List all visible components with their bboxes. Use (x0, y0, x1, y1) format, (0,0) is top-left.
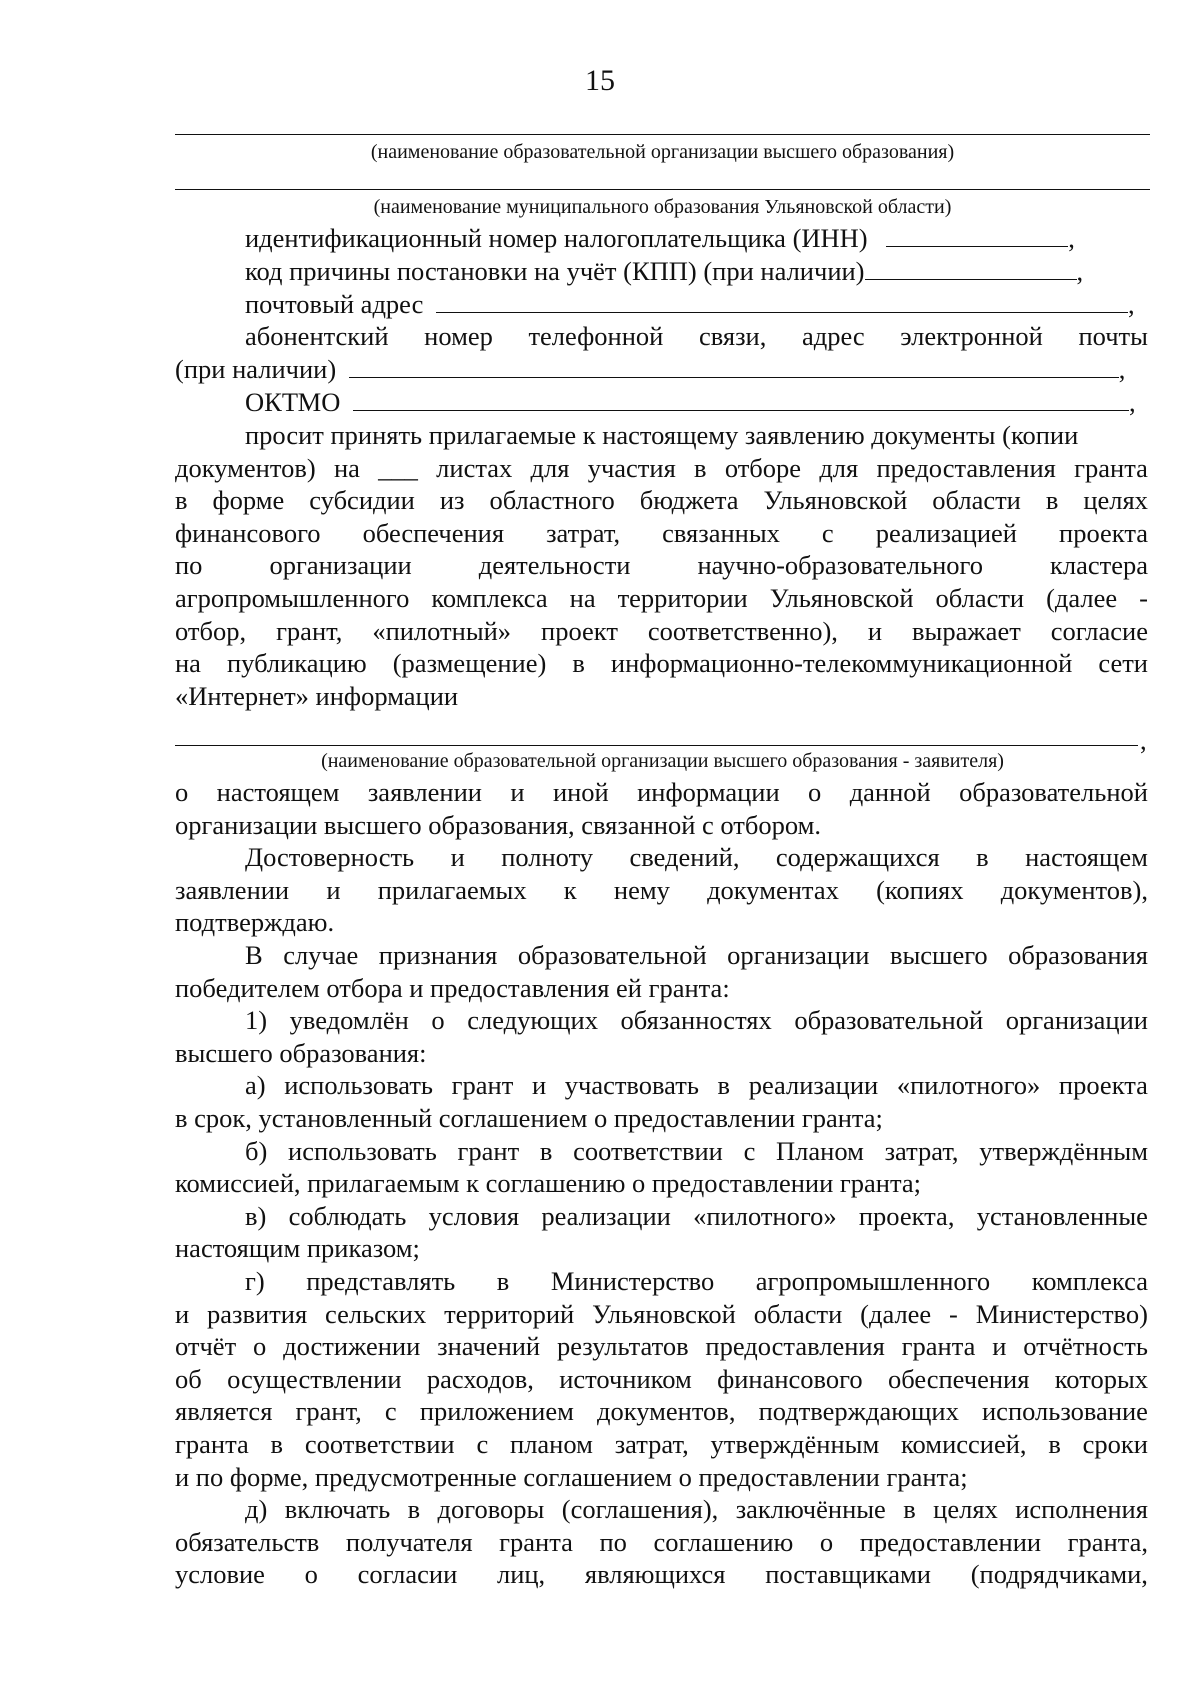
text-line (175, 549, 1148, 581)
text-line (175, 1330, 1148, 1362)
word: кластера (1050, 550, 1148, 581)
blank-line-org-name (175, 134, 1150, 135)
text-line (175, 582, 1148, 614)
word: почты (1078, 321, 1148, 351)
word: сведений, (629, 842, 740, 873)
word: представлять (306, 1266, 456, 1296)
word: утверждённым (979, 1135, 1148, 1166)
word: ___ (378, 452, 418, 483)
word: Планом (776, 1135, 864, 1166)
word: соответственно), (647, 615, 838, 646)
word: согласии (357, 1559, 458, 1590)
field-kpp-label: код причины постановки на учёт (КПП) (при наличии) (245, 256, 865, 286)
text-line (175, 452, 1148, 484)
word: грант, (295, 1396, 362, 1427)
word: на (175, 648, 201, 679)
word: территории (617, 583, 748, 613)
text-line (175, 484, 1148, 516)
word: осуществлении (227, 1363, 402, 1394)
word: и (175, 1298, 190, 1329)
word: которых (1054, 1363, 1148, 1394)
word: листах (436, 452, 513, 483)
word: (подрядчиками, (970, 1559, 1148, 1590)
word: к (563, 874, 577, 905)
field-address (245, 288, 1135, 320)
field-kpp (245, 255, 1083, 287)
field-phone-line (175, 320, 1148, 352)
field-oktmo (245, 386, 1136, 418)
word: участия (587, 452, 676, 483)
word: установленные (976, 1200, 1148, 1231)
word: подтверждающих (758, 1396, 959, 1427)
word: грант, (276, 615, 343, 646)
word: расходов, (426, 1363, 534, 1394)
word: выражает (912, 615, 1021, 646)
comma: , (1076, 256, 1084, 286)
word: договоры (437, 1494, 545, 1525)
word: телефонной (528, 321, 664, 351)
caption-org-name: (наименование образовательной организации высшего образования) (370, 141, 955, 163)
word: из (439, 485, 465, 516)
word: по (599, 1526, 627, 1557)
text-line (175, 1395, 1148, 1427)
text-line (175, 647, 1148, 679)
word: заключённые (735, 1494, 886, 1525)
word: о (808, 777, 822, 807)
word: в) (245, 1200, 267, 1231)
word: обеспечения (887, 1363, 1030, 1394)
word: и (992, 1331, 1007, 1362)
text-line (175, 1069, 1148, 1101)
text-line (175, 1428, 1148, 1460)
text-line (175, 841, 1148, 873)
word: отборе (724, 452, 802, 483)
word: абонентский (245, 321, 389, 351)
word: Достоверность (245, 842, 415, 873)
word: проекта (1058, 1070, 1148, 1101)
text-line (175, 874, 1148, 906)
word: о (819, 1526, 834, 1557)
text-line (175, 1004, 1148, 1036)
word: б) (245, 1135, 268, 1166)
word: области (935, 583, 1025, 613)
word: образовательной (517, 940, 707, 970)
word: предоставления (705, 1331, 885, 1362)
text-line (175, 776, 1148, 808)
text-line (175, 1558, 1148, 1590)
word: сети (1098, 648, 1148, 679)
word: с (821, 517, 834, 548)
word: приложением (419, 1396, 574, 1427)
word: в (976, 842, 989, 873)
word: условия (428, 1200, 520, 1231)
word: (размещение) (392, 648, 547, 679)
word: (далее (860, 1298, 932, 1329)
word: - (949, 1298, 958, 1329)
word: деятельности (478, 550, 631, 581)
text-line (175, 1135, 1148, 1167)
word: содержащихся (775, 842, 940, 873)
word: информации (637, 777, 780, 807)
word: о (431, 1005, 445, 1036)
word: организации (727, 940, 870, 970)
word: (соглашения), (561, 1494, 719, 1525)
word: бюджета (639, 485, 739, 516)
word: связи, (698, 321, 767, 351)
word: утверждённым (710, 1429, 880, 1459)
word: области (932, 485, 1021, 516)
field-oktmo-blank (353, 388, 1129, 411)
word: использовать (284, 1070, 434, 1101)
word: области (753, 1298, 843, 1329)
word: соблюдать (288, 1200, 407, 1231)
word: образовательной (794, 1005, 984, 1036)
word: согласие (1050, 615, 1148, 646)
word: - (1139, 583, 1148, 613)
blank-line-municipality (175, 189, 1150, 190)
word: сельских (325, 1298, 427, 1329)
word: прилагаемых (377, 874, 527, 905)
word: (далее (1046, 583, 1118, 613)
field-inn-label: идентификационный номер налогоплательщика (ИНН) (245, 223, 868, 253)
word: проекта (1059, 517, 1148, 548)
word: целях (933, 1494, 998, 1525)
word: сроки (1082, 1429, 1148, 1459)
word: о (253, 1331, 267, 1362)
word: д) (245, 1494, 268, 1525)
word: организации (269, 550, 412, 581)
word: образования (1008, 940, 1148, 970)
word: затрат, (884, 1135, 959, 1166)
comma: , (1140, 725, 1147, 755)
word: обязанностях (620, 1005, 772, 1036)
word: случае (283, 940, 359, 970)
word: планом (510, 1429, 593, 1459)
word: «пилотного» (693, 1200, 837, 1231)
word: в (539, 1135, 553, 1166)
word: отчёт (175, 1331, 237, 1362)
word: соответствии (304, 1429, 455, 1459)
text-line: подтверждаю. (175, 907, 335, 938)
text-line: высшего образования: (175, 1037, 427, 1068)
word: с (384, 1396, 397, 1427)
page-number: 15 (585, 64, 615, 97)
text-line: и по форме, предусмотренные соглашением о предоставлении гранта; (175, 1461, 968, 1492)
word: гранта (901, 1331, 976, 1362)
word: целях (1083, 485, 1148, 516)
word: в (270, 1429, 284, 1459)
word: источником (559, 1363, 692, 1394)
word: данной (849, 777, 931, 807)
word: информационно-телекоммуникационной (610, 648, 1073, 679)
comma: , (1127, 289, 1135, 319)
word: 1) (245, 1005, 268, 1036)
word: организации (1005, 1005, 1148, 1036)
text-line (175, 517, 1148, 549)
word: реализации (748, 1070, 879, 1101)
text-line (175, 615, 1148, 647)
word: развития (207, 1298, 308, 1329)
text-line: организации высшего образования, связанной с отбором. (175, 809, 822, 840)
word: высшего (889, 940, 988, 970)
word: для (819, 452, 859, 483)
word: Министерство) (975, 1298, 1148, 1329)
word: исполнения (1015, 1494, 1148, 1525)
word: и (531, 1070, 547, 1101)
word: на (333, 452, 360, 483)
word: публикацию (226, 648, 367, 679)
text-line (175, 1526, 1148, 1558)
field-inn (245, 222, 1075, 254)
word: отчётность (1023, 1331, 1148, 1362)
word: финансового (175, 517, 321, 548)
word: значений (437, 1331, 541, 1362)
word: реализацией (875, 517, 1017, 548)
word: по (175, 550, 203, 581)
word: финансового (717, 1363, 863, 1394)
comma: , (1118, 354, 1126, 384)
field-phone-blank (349, 355, 1119, 378)
word: г) (245, 1266, 265, 1296)
word: уведомлён (289, 1005, 409, 1036)
word: о (304, 1559, 318, 1590)
word: грант (457, 1135, 520, 1166)
text-line (175, 1200, 1148, 1232)
text-line: комиссией, прилагаемым к соглашению о предоставлении гранта; (175, 1168, 922, 1199)
word: Ульяновской (763, 485, 908, 516)
word: «пилотный» (372, 615, 512, 646)
word: в (903, 1494, 916, 1525)
word: условие (175, 1559, 265, 1590)
word: документов), (1000, 874, 1148, 905)
text-line (175, 1265, 1148, 1297)
word: агропромышленного (755, 1266, 991, 1296)
text-line: в срок, установленный соглашением о предоставлении гранта; (175, 1103, 883, 1133)
word: в (572, 648, 585, 679)
text-line: настоящим приказом; (175, 1233, 420, 1264)
word: областного (489, 485, 615, 516)
word: затрат, (546, 517, 621, 548)
field-address-label: почтовый адрес (245, 289, 424, 319)
word: признания (378, 940, 498, 970)
word: субсидии (309, 485, 415, 516)
word: В (245, 940, 263, 970)
word: в (175, 485, 188, 516)
word: агропромышленного (175, 583, 410, 613)
word: с (743, 1135, 756, 1166)
word: образовательной (959, 777, 1148, 807)
word: комплекса (431, 583, 548, 613)
text-line: просит принять прилагаемые к настоящему заявлению документы (копии (245, 420, 1079, 450)
field-phone-cont (175, 353, 1125, 385)
text-line (175, 1298, 1148, 1330)
field-kpp-blank (865, 257, 1077, 280)
word: получателя (345, 1526, 473, 1557)
text-line: «Интернет» информации (175, 680, 459, 711)
word: и (326, 874, 341, 905)
word: обеспечения (362, 517, 505, 548)
text-line (175, 939, 1148, 971)
text-line: победителем отбора и предоставления ей гранта: (175, 972, 730, 1003)
word: форме (212, 485, 285, 516)
field-inn-blank (886, 224, 1068, 247)
word: предоставлении (859, 1526, 1042, 1557)
word: о (175, 777, 189, 807)
word: грант (451, 1070, 514, 1101)
word: затрат, (614, 1429, 689, 1459)
word: использовать (288, 1135, 437, 1166)
word: следующих (467, 1005, 598, 1036)
word: результатов (556, 1331, 689, 1362)
word: соглашению (653, 1526, 794, 1557)
word: полноту (501, 842, 594, 873)
word: а) (245, 1070, 266, 1101)
word: и (867, 615, 883, 646)
text-line (175, 1363, 1148, 1395)
word: проекта, (858, 1200, 955, 1231)
word: отбор, (175, 615, 247, 646)
word: обязательств (175, 1526, 320, 1557)
word: участвовать (564, 1070, 699, 1101)
word: в (407, 1494, 421, 1525)
word: в (496, 1266, 510, 1296)
field-oktmo-label: ОКТМО (245, 387, 341, 417)
caption-applicant: (наименование образовательной организации высшего образования - заявителя) (321, 750, 1004, 772)
word: включать (284, 1494, 391, 1525)
field-address-blank (436, 290, 1128, 313)
word: лиц, (496, 1559, 546, 1590)
word: использование (982, 1396, 1148, 1427)
word: в (1045, 485, 1059, 516)
word: гранта (1074, 452, 1148, 483)
word: для (530, 452, 570, 483)
word: гранта (499, 1526, 573, 1557)
word: номер (424, 321, 493, 351)
word: настоящем (216, 777, 340, 807)
word: иной (552, 777, 609, 807)
word: на (569, 583, 596, 613)
comma: , (1128, 387, 1136, 417)
word: в (717, 1070, 731, 1101)
word: соответствии (573, 1135, 723, 1166)
word: и (450, 842, 465, 873)
word: территорий (444, 1298, 575, 1329)
caption-municipality: (наименование муниципального образования Ульяновской области) (373, 196, 952, 218)
word: является (175, 1396, 273, 1427)
blank-line-applicant (175, 745, 1138, 746)
word: реализации (541, 1200, 671, 1231)
word: предоставления (876, 452, 1056, 483)
word: нему (613, 874, 670, 905)
word: связанных (662, 517, 780, 548)
word: проект (541, 615, 618, 646)
word: в (1048, 1429, 1061, 1459)
word: «пилотного» (896, 1070, 1041, 1101)
word: гранта, (1067, 1526, 1148, 1557)
word: документов, (596, 1396, 736, 1427)
word: в (694, 452, 707, 483)
word: Ульяновской (592, 1298, 736, 1329)
word: поставщиками (765, 1559, 931, 1590)
word: заявлении (175, 874, 290, 905)
word: Ульяновской (769, 583, 914, 613)
text-line (175, 1493, 1148, 1525)
comma: , (1068, 223, 1075, 253)
word: документов) (175, 452, 316, 483)
word: заявлении (367, 777, 482, 807)
word: об (175, 1363, 202, 1394)
word: достижении (283, 1331, 421, 1362)
field-phone-cont-label: (при наличии) (175, 354, 337, 384)
word: настоящем (1025, 842, 1148, 873)
word: комиссией, (901, 1429, 1027, 1459)
word: (копиях (876, 874, 964, 905)
word: являющихся (584, 1559, 726, 1590)
word: с (476, 1429, 489, 1459)
word: комплекса (1031, 1266, 1148, 1296)
word: Министерство (550, 1266, 715, 1296)
word: электронной (900, 321, 1043, 351)
word: и (510, 777, 525, 807)
word: научно-образовательного (697, 550, 983, 581)
word: гранта (175, 1429, 249, 1459)
word: документах (707, 874, 839, 905)
word: адрес (801, 321, 865, 351)
